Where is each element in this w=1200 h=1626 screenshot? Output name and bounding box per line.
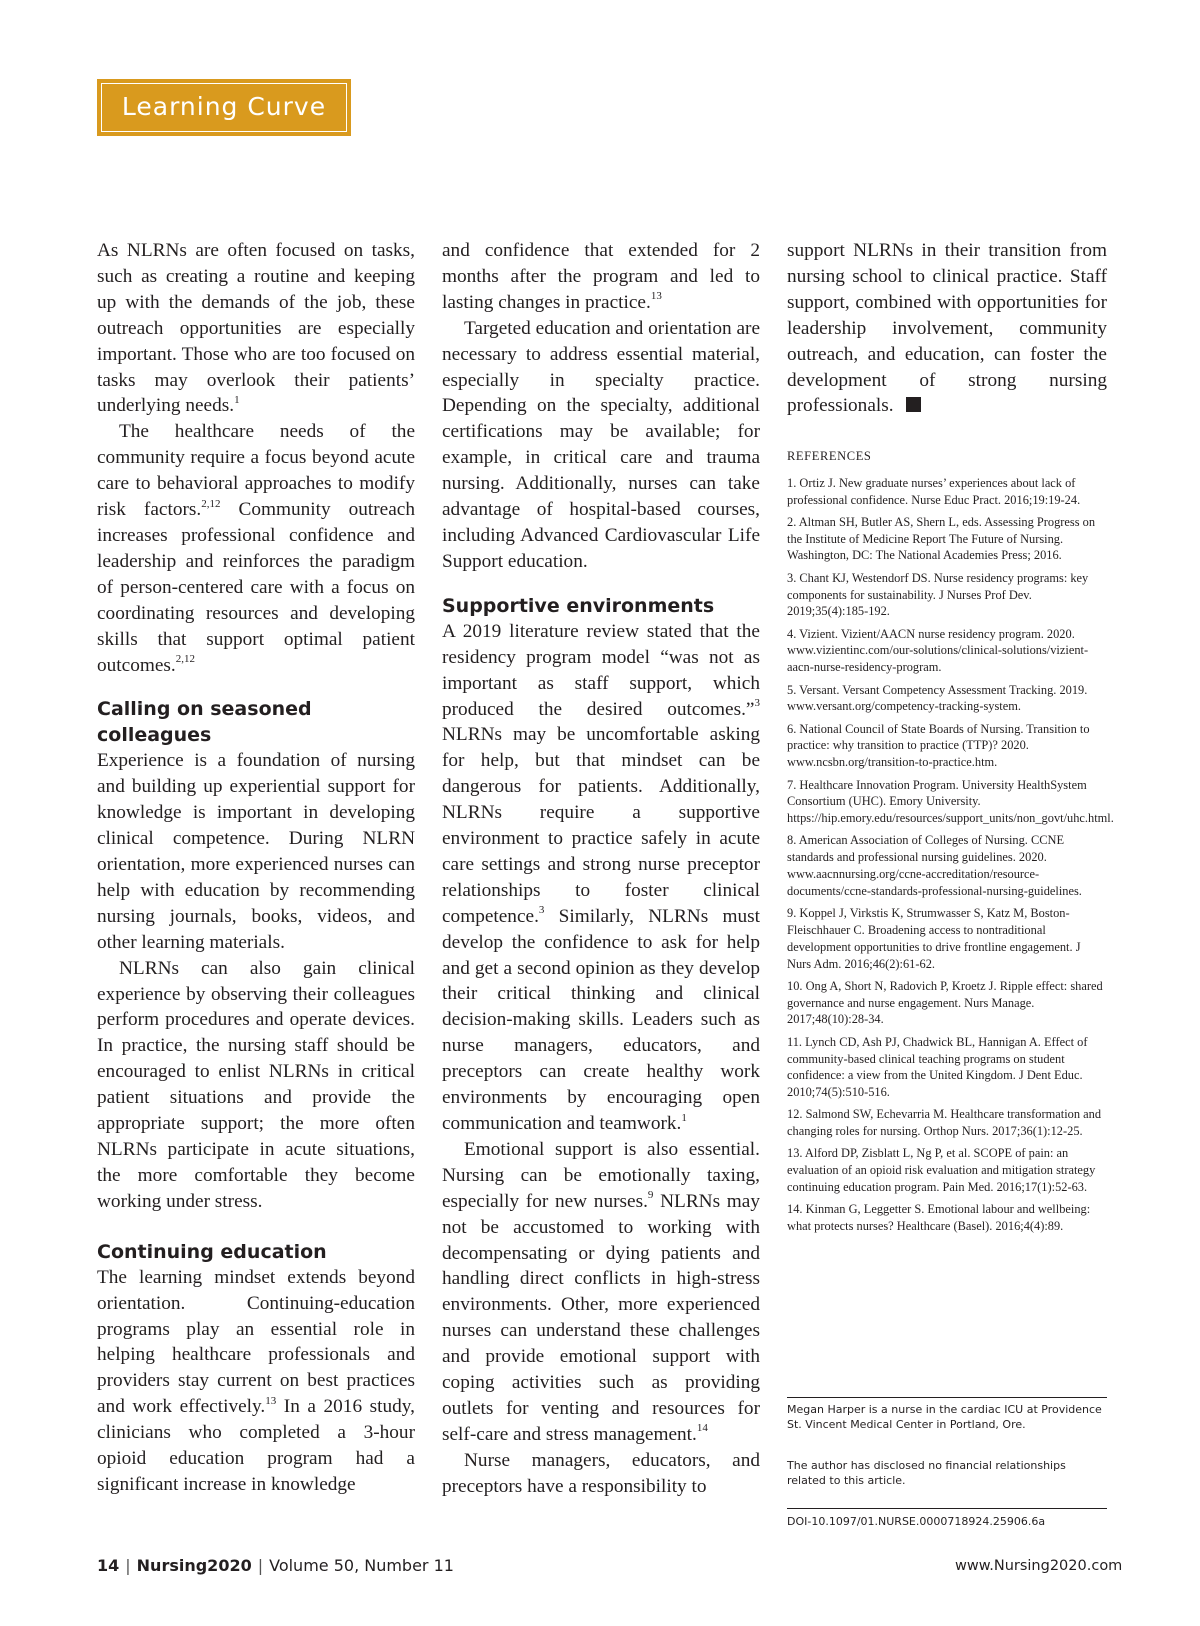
reference-item: 6. National Council of State Boards of Nursing. Transition to practice: why transition to practice (TTP)? 2020. www.ncsbn.org/transition-to-practice.htm.	[787, 721, 1090, 770]
divider: |	[125, 1556, 131, 1575]
citation[interactable]: 3	[754, 697, 760, 710]
paragraph: Experience is a foundation of nursing and building up experiential support for knowledge is important in developing clinical competence. During NLRN orientation, more experienced nurses can help with education by recommending nursing journals, books, videos, and other learning materials.	[97, 750, 415, 953]
paragraph: and confidence that extended for 2 months after the program and led to lasting changes in practice.$^{13}$	[442, 240, 760, 313]
paragraph: Emotional support is also essential. Nursing can be emotionally taxing, especially for new nurses.$^9$ NLRNs may not be accustomed to working with decompensating or dying patients and handling direct conflicts in high-stress environments. Other, more experienced nurses can understand these challenges and provide emotional support with coping activities such as providing outlets for venting and resources for self-care and stress management.$^{14}$	[442, 1138, 761, 1445]
citation[interactable]: 14	[696, 1422, 708, 1435]
reference-item: 12. Salmond SW, Echevarria M. Healthcare transformation and changing roles for nursing. Orthop Nurs. 2017;36(1):12-25.	[787, 1107, 1102, 1139]
reference-item: 9. Koppel J, Virkstis K, Strumwasser S, Katz M, Boston-Fleischhauer C. Broadening access to nontraditional development opportunities to drive frontline engagement. J Nurs Adm. 2016;46(2):61-62.	[787, 906, 1081, 971]
column-1	[97, 238, 415, 1498]
paragraph: As NLRNs are often focused on tasks, such as creating a routine and keeping up with the demands of the job, these outreach opportunities are especially important. Those who are too focused on tasks may overlook their patients’ underlying needs.$^1$	[97, 240, 415, 417]
banner-title: Learning Curve	[121, 92, 327, 121]
reference-item: 14. Kinman G, Leggetter S. Emotional labour and wellbeing: what protects nurses? Healthcare (Basel). 2016;4(4):89.	[787, 1202, 1091, 1234]
divider: |	[257, 1556, 264, 1575]
end-of-article-icon	[906, 397, 921, 412]
paragraph: The learning mindset extends beyond orientation. Continuing-education programs play an essential role in helping healthcare professionals and providers stay current on best practices and work effectively.$^{13}$ In a 2016 study, clinicians who completed a 3-hour opioid education program had a significant increase in knowledge	[97, 1266, 415, 1495]
references-heading: REFERENCES	[787, 449, 872, 463]
section-banner	[97, 79, 351, 136]
reference-item: 10. Ong A, Short N, Radovich P, Kroetz J. Ripple effect: shared governance and nurse engagement. Nurs Manage. 2017;48(10):28-34.	[787, 978, 1103, 1027]
citation[interactable]: 1	[681, 1111, 687, 1124]
paragraph: NLRNs can also gain clinical experience by observing their colleagues perform procedures and operate devices. In practice, the nursing staff should be encouraged to enlist NLRNs in critical patient situations and provide the appropriate support; the more often NLRNs participate in acute situations, the more comfortable they become working under stress.	[97, 957, 415, 1212]
reference-item: 5. Versant. Versant Competency Assessment Tracking. 2019. www.versant.org/competency-tracking-system.	[787, 682, 1088, 714]
citation[interactable]: 9	[647, 1189, 654, 1202]
references	[787, 448, 1114, 1240]
paragraph: support NLRNs in their transition from nursing school to clinical practice. Staff support, combined with opportunities for leadership involvement, community outreach, and education, can foster the development of strong nursing professionals.	[787, 240, 1107, 417]
citation[interactable]: 3	[538, 904, 545, 917]
section-heading: Continuing education	[97, 1240, 327, 1263]
paragraph: Targeted education and orientation are necessary to address essential material, especially in specialty practice. Depending on the specialty, additional certifications may be available; for example, in critical care and trauma nursing. Additionally, nurses can take advantage of hospital-based courses, including Advanced Cardiovascular Life Support education.	[442, 317, 760, 572]
paragraph: A 2019 literature review stated that the residency program model “was not as important as staff support, which produced the desired outcomes.”$^3$ NLRNs may be uncomfortable asking for help, but that mindset can be dangerous for patients. Additionally, NLRNs require a supportive environment to practice safely in acute care settings and strong nurse preceptor relationships to foster clinical competence.$^3$ Similarly, NLRNs must develop the confidence to ask for help and get a second opinion as they develop their critical thinking and clinical decision-making skills. Leaders such as nurse managers, educators, and preceptors can create healthy work environments by encouraging open communication and teamwork.$^1$	[442, 620, 760, 1134]
reference-item: 3. Chant KJ, Westendorf DS. Nurse residency programs: key components for sustainability. J Nurses Prof Dev. 2019;35(4):185-192.	[787, 570, 1089, 619]
journal-name: Nursing2020	[136, 1556, 252, 1575]
page-footer	[97, 1556, 454, 1575]
doi[interactable]: DOI-10.1097/01.NURSE.0000718924.25906.6a	[787, 1508, 1107, 1529]
column-2	[442, 238, 760, 1500]
reference-item: 2. Altman SH, Butler AS, Shern L, eds. Assessing Progress on the Institute of Medicine Report The Future of Nursing. Washington, DC: The National Academies Press; 2016.	[787, 514, 1096, 563]
reference-item: 4. Vizient. Vizient/AACN nurse residency program. 2020. www.vizientinc.com/our-solutions/clinical-solutions/vizient-aacn-nurse-residency-program.	[787, 626, 1089, 675]
citation[interactable]: 2,12	[175, 653, 195, 666]
reference-item: 13. Alford DP, Zisblatt L, Ng P, et al. SCOPE of pain: an evaluation of an opioid risk evaluation and mitigation strategy continuing education program. Pain Med. 2016;17(1):52-63.	[787, 1146, 1096, 1195]
citation[interactable]: 13	[650, 290, 662, 303]
citation[interactable]: 2,12	[201, 497, 221, 510]
reference-item: 11. Lynch CD, Ash PJ, Chadwick BL, Hannigan A. Effect of community-based clinical teaching programs on student confidence: a view from the United Kingdom. J Dent Educ. 2010;74(5):510-516.	[787, 1034, 1088, 1100]
column-3	[787, 238, 1107, 419]
reference-item: 1. Ortiz J. New graduate nurses’ experiences about lack of professional confidence. Nurse Educ Pract. 2016;19:19-24.	[787, 475, 1081, 507]
reference-item: 7. Healthcare Innovation Program. University HealthSystem Consortium (UHC). Emory University. https://hip.emory.edu/resources/support_units/non_govt/uhc.html.	[787, 777, 1114, 826]
issue-info: Volume 50, Number 11	[269, 1556, 454, 1575]
website-link[interactable]: www.Nursing2020.com	[955, 1558, 1123, 1574]
reference-item: 8. American Association of Colleges of Nursing. CCNE standards and professional nursing guidelines. 2020. www.aacnnursing.org/ccne-accreditation/resource-documents/ccne-standards-professional-nursing-guidelines.	[787, 833, 1082, 898]
author-disclosure: The author has disclosed no financial relationships related to this article.	[787, 1459, 1066, 1487]
paragraph: Nurse managers, educators, and preceptors have a responsibility to	[442, 1449, 760, 1497]
citation[interactable]: 13	[265, 1394, 277, 1407]
page-number: 14	[97, 1556, 120, 1575]
section-heading: Calling on seasoned colleagues	[97, 698, 312, 747]
paragraph: The healthcare needs of the community require a focus beyond acute care to behavioral approaches to modify risk factors.$^{2,12}$ Community outreach increases professional confidence and leadership and reinforces the paradigm of person-centered care with a focus on coordinating resources and developing skills that support optimal patient outcomes.$^{2,12}$	[97, 421, 415, 676]
section-heading: Supportive environments	[442, 594, 715, 617]
citation[interactable]: 1	[234, 394, 240, 407]
author-bio: Megan Harper is a nurse in the cardiac ICU at Providence St. Vincent Medical Center in Portland, Ore.	[787, 1397, 1107, 1432]
